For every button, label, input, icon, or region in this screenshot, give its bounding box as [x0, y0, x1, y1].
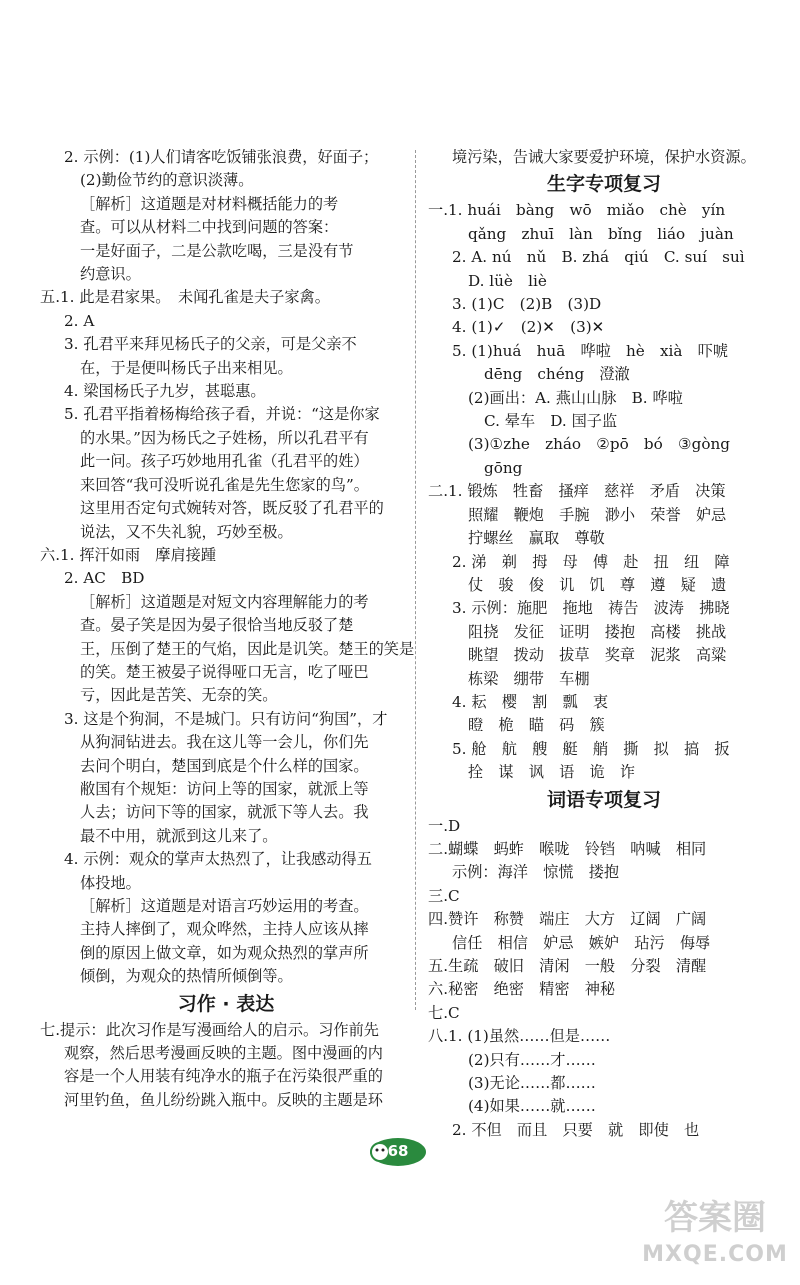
answer-line: 这里用否定句式婉转对答，既反驳了孔君平的: [80, 499, 384, 518]
answer-line: 约意识。: [80, 265, 141, 284]
answer-line: qǎng zhuī làn bǐng liáo juàn: [468, 224, 734, 243]
answer-line: ［解析］这道题是对材料概括能力的考: [80, 194, 339, 213]
answer-line: 观察，然后思考漫画反映的主题。图中漫画的内: [64, 1044, 383, 1063]
answer-line: 人去；访问下等的国家，就派下等人去。我: [80, 803, 369, 822]
answer-line: 查。可以从材料二中找到问题的答案：: [80, 218, 339, 237]
answer-line: 亏，因此是苦笑、无奈的笑。: [80, 686, 278, 705]
answer-line: 4. 示例：观众的掌声太热烈了，让我感动得五: [64, 850, 372, 869]
answer-line: 敝国有个规矩：访问上等的国家，就派上等: [80, 779, 369, 798]
answer-line: (4)如果……就……: [468, 1097, 596, 1116]
answer-line: 2. 示例：(1)人们请客吃饭铺张浪费，好面子；: [64, 148, 379, 166]
answer-line: 2. AC BD: [64, 569, 145, 588]
watermark-logo-text: 答案圈: [664, 1198, 766, 1238]
answer-line: 的水果。”因为杨氏之子姓杨，所以孔君平有: [80, 428, 369, 447]
answer-line: 境污染，告诫大家要爱护环境，保护水资源。: [452, 148, 756, 166]
answer-line: 河里钓鱼，鱼儿纷纷跳入瓶中。反映的主题是环: [64, 1090, 383, 1109]
answer-line: 一是好面子，二是公款吃喝，三是没有节: [80, 241, 354, 260]
answer-line: 2. 不但 而且 只要 就 即使 也: [452, 1120, 700, 1139]
answer-line: 二.蝴蝶 蚂蚱 喉咙 铃铛 呐喊 相同: [428, 839, 707, 858]
answer-line: 阻挠 发征 证明 搂抱 高楼 挑战: [468, 622, 727, 641]
section-heading: 词语专项复习: [546, 788, 661, 811]
answer-line: 2. 涕 剃 拇 母 傅 赴 扭 纽 障: [452, 552, 730, 571]
answer-line: 七.提示：此次习作是写漫画给人的启示。习作前先: [40, 1020, 379, 1039]
answer-line: 六.1. 挥汗如雨 摩肩接踵: [40, 545, 217, 564]
answer-line: 五.1. 此是君家果。 未闻孔雀是夫子家禽。: [40, 288, 330, 307]
watermark: [640, 1190, 790, 1280]
answer-line: 容是一个人用装有纯净水的瓶子在污染很严重的: [64, 1067, 383, 1086]
answer-line: 一.1. huái bàng wō miǎo chè yín: [428, 201, 726, 220]
answer-line: (3)①zhe zháo ②pō bó ③gòng: [468, 435, 730, 454]
answer-line: D. lüè liè: [468, 271, 547, 290]
answer-line: 去问个明白，楚国到底是个什么样的国家。: [80, 756, 369, 775]
answer-line: 四.赞许 称赞 端庄 大方 辽阔 广阔: [428, 910, 707, 929]
answer-line: 来回答“我可没听说孔雀是先生您家的鸟”。: [80, 475, 369, 494]
answer-line: ［解析］这道题是对语言巧妙运用的考查。: [80, 897, 369, 915]
answer-line: 示例：海洋 惊慌 搂抱: [452, 863, 620, 882]
answer-line: (2)画出：A. 燕山山脉 B. 哗啦: [468, 388, 683, 407]
answer-line: 仗 骏 俊 讥 饥 尊 遵 疑 遗: [468, 575, 727, 594]
answer-line: 3. (1)C (2)B (3)D: [452, 295, 602, 314]
answer-line: 七.C: [428, 1003, 460, 1022]
right-column: [428, 146, 780, 1142]
answer-line: 在，于是便叫杨氏子出来相见。: [80, 358, 293, 377]
answer-line: 六.秘密 绝密 精密 神秘: [428, 980, 616, 999]
answer-line: 倾倒，为观众的热情所倾倒等。: [80, 967, 293, 986]
answer-line: 3. 示例：施肥 拖地 祷告 波涛 拂晓: [452, 599, 730, 618]
page-number: 68: [387, 1142, 409, 1160]
answer-line: 体投地。: [80, 873, 141, 892]
answer-line: 查。晏子笑是因为晏子很恰当地反驳了楚: [80, 616, 354, 635]
answer-line: 2. A: [64, 311, 95, 330]
answer-line: (2)只有……才……: [468, 1050, 596, 1069]
answer-line: 此一问。孩子巧妙地用孔雀（孔君平的姓）: [80, 452, 369, 471]
answer-line: dēng chéng 澄澈: [484, 365, 630, 384]
answer-line: 5. (1)huá huā 哗啦 hè xià 吓唬: [452, 341, 729, 360]
page-number-badge: [368, 1136, 428, 1168]
answer-line: 王，压倒了楚王的气焰，因此是讥笑。楚王的笑是: [80, 639, 415, 658]
answer-line: 5. 孔君平指着杨梅给孩子看，并说：“这是你家: [64, 405, 380, 424]
answer-line: 3. 孔君平来拜见杨氏子的父亲，可是父亲不: [64, 335, 357, 354]
answer-line: 说法，又不失礼貌，巧妙至极。: [80, 522, 293, 541]
answer-line: 主持人摔倒了，观众哗然，主持人应该从摔: [80, 920, 369, 939]
section-heading: 习作 · 表达: [177, 992, 275, 1015]
answer-line: 从狗洞钻进去。我在这儿等一会儿，你们先: [80, 733, 369, 752]
answer-line: 倒的原因上做文章，如为观众热烈的掌声所: [80, 943, 369, 962]
answer-line: 三.C: [428, 886, 460, 905]
answer-line: 拧螺丝 赢取 尊敬: [468, 529, 605, 548]
answer-line: 拴 谋 讽 语 诡 诈: [468, 763, 636, 782]
answer-line: gōng: [484, 458, 523, 477]
watermark-url: MXQE.COM: [642, 1242, 788, 1267]
left-column: [40, 146, 415, 1112]
answer-line: 瞪 桅 瞄 码 簇: [468, 716, 605, 735]
answer-line: 最不中用，就派到这儿来了。: [80, 826, 278, 845]
answer-line: (2)勤俭节约的意识淡薄。: [80, 171, 254, 190]
answer-line: C. 晕车 D. 国子监: [484, 412, 618, 431]
answer-line: 的笑。楚王被晏子说得哑口无言，吃了哑巴: [80, 662, 369, 681]
section-heading: 生字专项复习: [546, 173, 661, 196]
answer-line: 二.1. 锻炼 牲畜 搔痒 慈祥 矛盾 决策: [428, 482, 726, 501]
answer-line: 3. 这是个狗洞，不是城门。只有访问“狗国”，才: [64, 709, 388, 728]
answer-line: (3)无论……都……: [468, 1074, 596, 1093]
answer-line: 栋梁 绷带 车棚: [468, 669, 590, 688]
answer-line: ［解析］这道题是对短文内容理解能力的考: [80, 592, 369, 611]
column-divider: [415, 150, 416, 1010]
answer-line: 八.1. (1)虽然……但是……: [428, 1027, 611, 1046]
answer-line: 信任 相信 妒忌 嫉妒 玷污 侮辱: [452, 933, 711, 952]
answer-line: 4. 梁国杨氏子九岁，甚聪惠。: [64, 382, 266, 401]
answer-line: 五.生疏 破旧 清闲 一般 分裂 清醒: [428, 957, 707, 975]
answer-line: 4. (1)✓ (2)✕ (3)✕: [452, 318, 605, 337]
answer-line: 一.D: [428, 816, 461, 835]
answer-line: 眺望 拨动 拔草 奖章 泥浆 高粱: [468, 646, 727, 665]
answer-line: 照耀 鞭炮 手腕 渺小 荣誉 妒忌: [468, 505, 727, 524]
answer-line: 2. A. nú nǔ B. zhá qiú C. suí suì: [452, 248, 745, 267]
answer-line: 4. 耘 樱 割 瓢 衷: [452, 692, 609, 711]
answer-line: 5. 舱 航 艘 艇 艄 撕 拟 搞 扳: [452, 739, 730, 758]
